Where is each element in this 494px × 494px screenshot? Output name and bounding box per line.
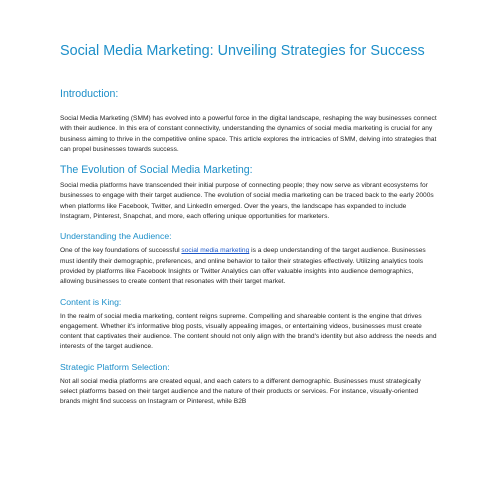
document-title: Social Media Marketing: Unveiling Strategies for Success [60, 43, 425, 59]
evolution-section [60, 163, 438, 222]
platform-heading: Strategic Platform Selection: [60, 361, 170, 372]
platform-section [60, 361, 438, 408]
audience-text-before: One of the key foundations of successful [60, 247, 182, 255]
evolution-heading: The Evolution of Social Media Marketing: [60, 164, 253, 177]
content-paragraph: In the realm of social media marketing, content reigns supreme. Compelling and shareable content is the engine that drives engagement. Whether it's informative blog posts, visually appealing images, or entertaining videos, businesses must create content that captivates their audience. The content should not only align with the brand's identity but also address the needs and interests of the target audience. [60, 312, 437, 351]
audience-paragraph [60, 246, 438, 287]
social-media-marketing-link[interactable]: social media marketing [181, 247, 250, 255]
audience-text-after: is a deep understanding of the target audience. Businesses must identify their demographic, preferences, and online behavior to tailor their strategies effectively. Utilizing analytics tools provided by platforms like Facebook Insights or Twitter Analytics can offer valuable insights into audience demographics, allowing businesses to create content that resonates with their target market. [60, 247, 426, 286]
audience-section [60, 230, 438, 287]
introduction-heading: Introduction: [60, 88, 119, 100]
evolution-paragraph: Social media platforms have transcended their initial purpose of connecting people; they now serve as vibrant ecosystems for businesses to engage with their target audience. The evolution of social media marketing can be traced back to the early 2000s when platforms like Facebook, Twitter, and LinkedIn emerged. Over the years, the landscape has expanded to include Instagram, Pinterest, Snapchat, and more, each offering unique opportunities for marketers. [60, 182, 434, 221]
content-heading: Content is King: [60, 296, 122, 307]
platform-paragraph: Not all social media platforms are created equal, and each caters to a different demographic. Businesses must strategically select platforms based on their target audience and the nature of their products or services. For instance, visually-oriented brands might find success on Instagram or Pinterest, while B2B [60, 377, 421, 406]
document-content [60, 42, 438, 408]
introduction-paragraph: Social Media Marketing (SMM) has evolved into a powerful force in the digital landscape, reshaping the way businesses connect with their audience. In this era of constant connectivity, understanding the dynamics of social media marketing is crucial for any business aiming to thrive in the competitive online space. This article explores the intricacies of SMM, delving into strategies that can propel businesses towards success. [60, 115, 437, 153]
content-section [60, 296, 438, 353]
audience-heading: Understanding the Audience: [60, 231, 172, 242]
